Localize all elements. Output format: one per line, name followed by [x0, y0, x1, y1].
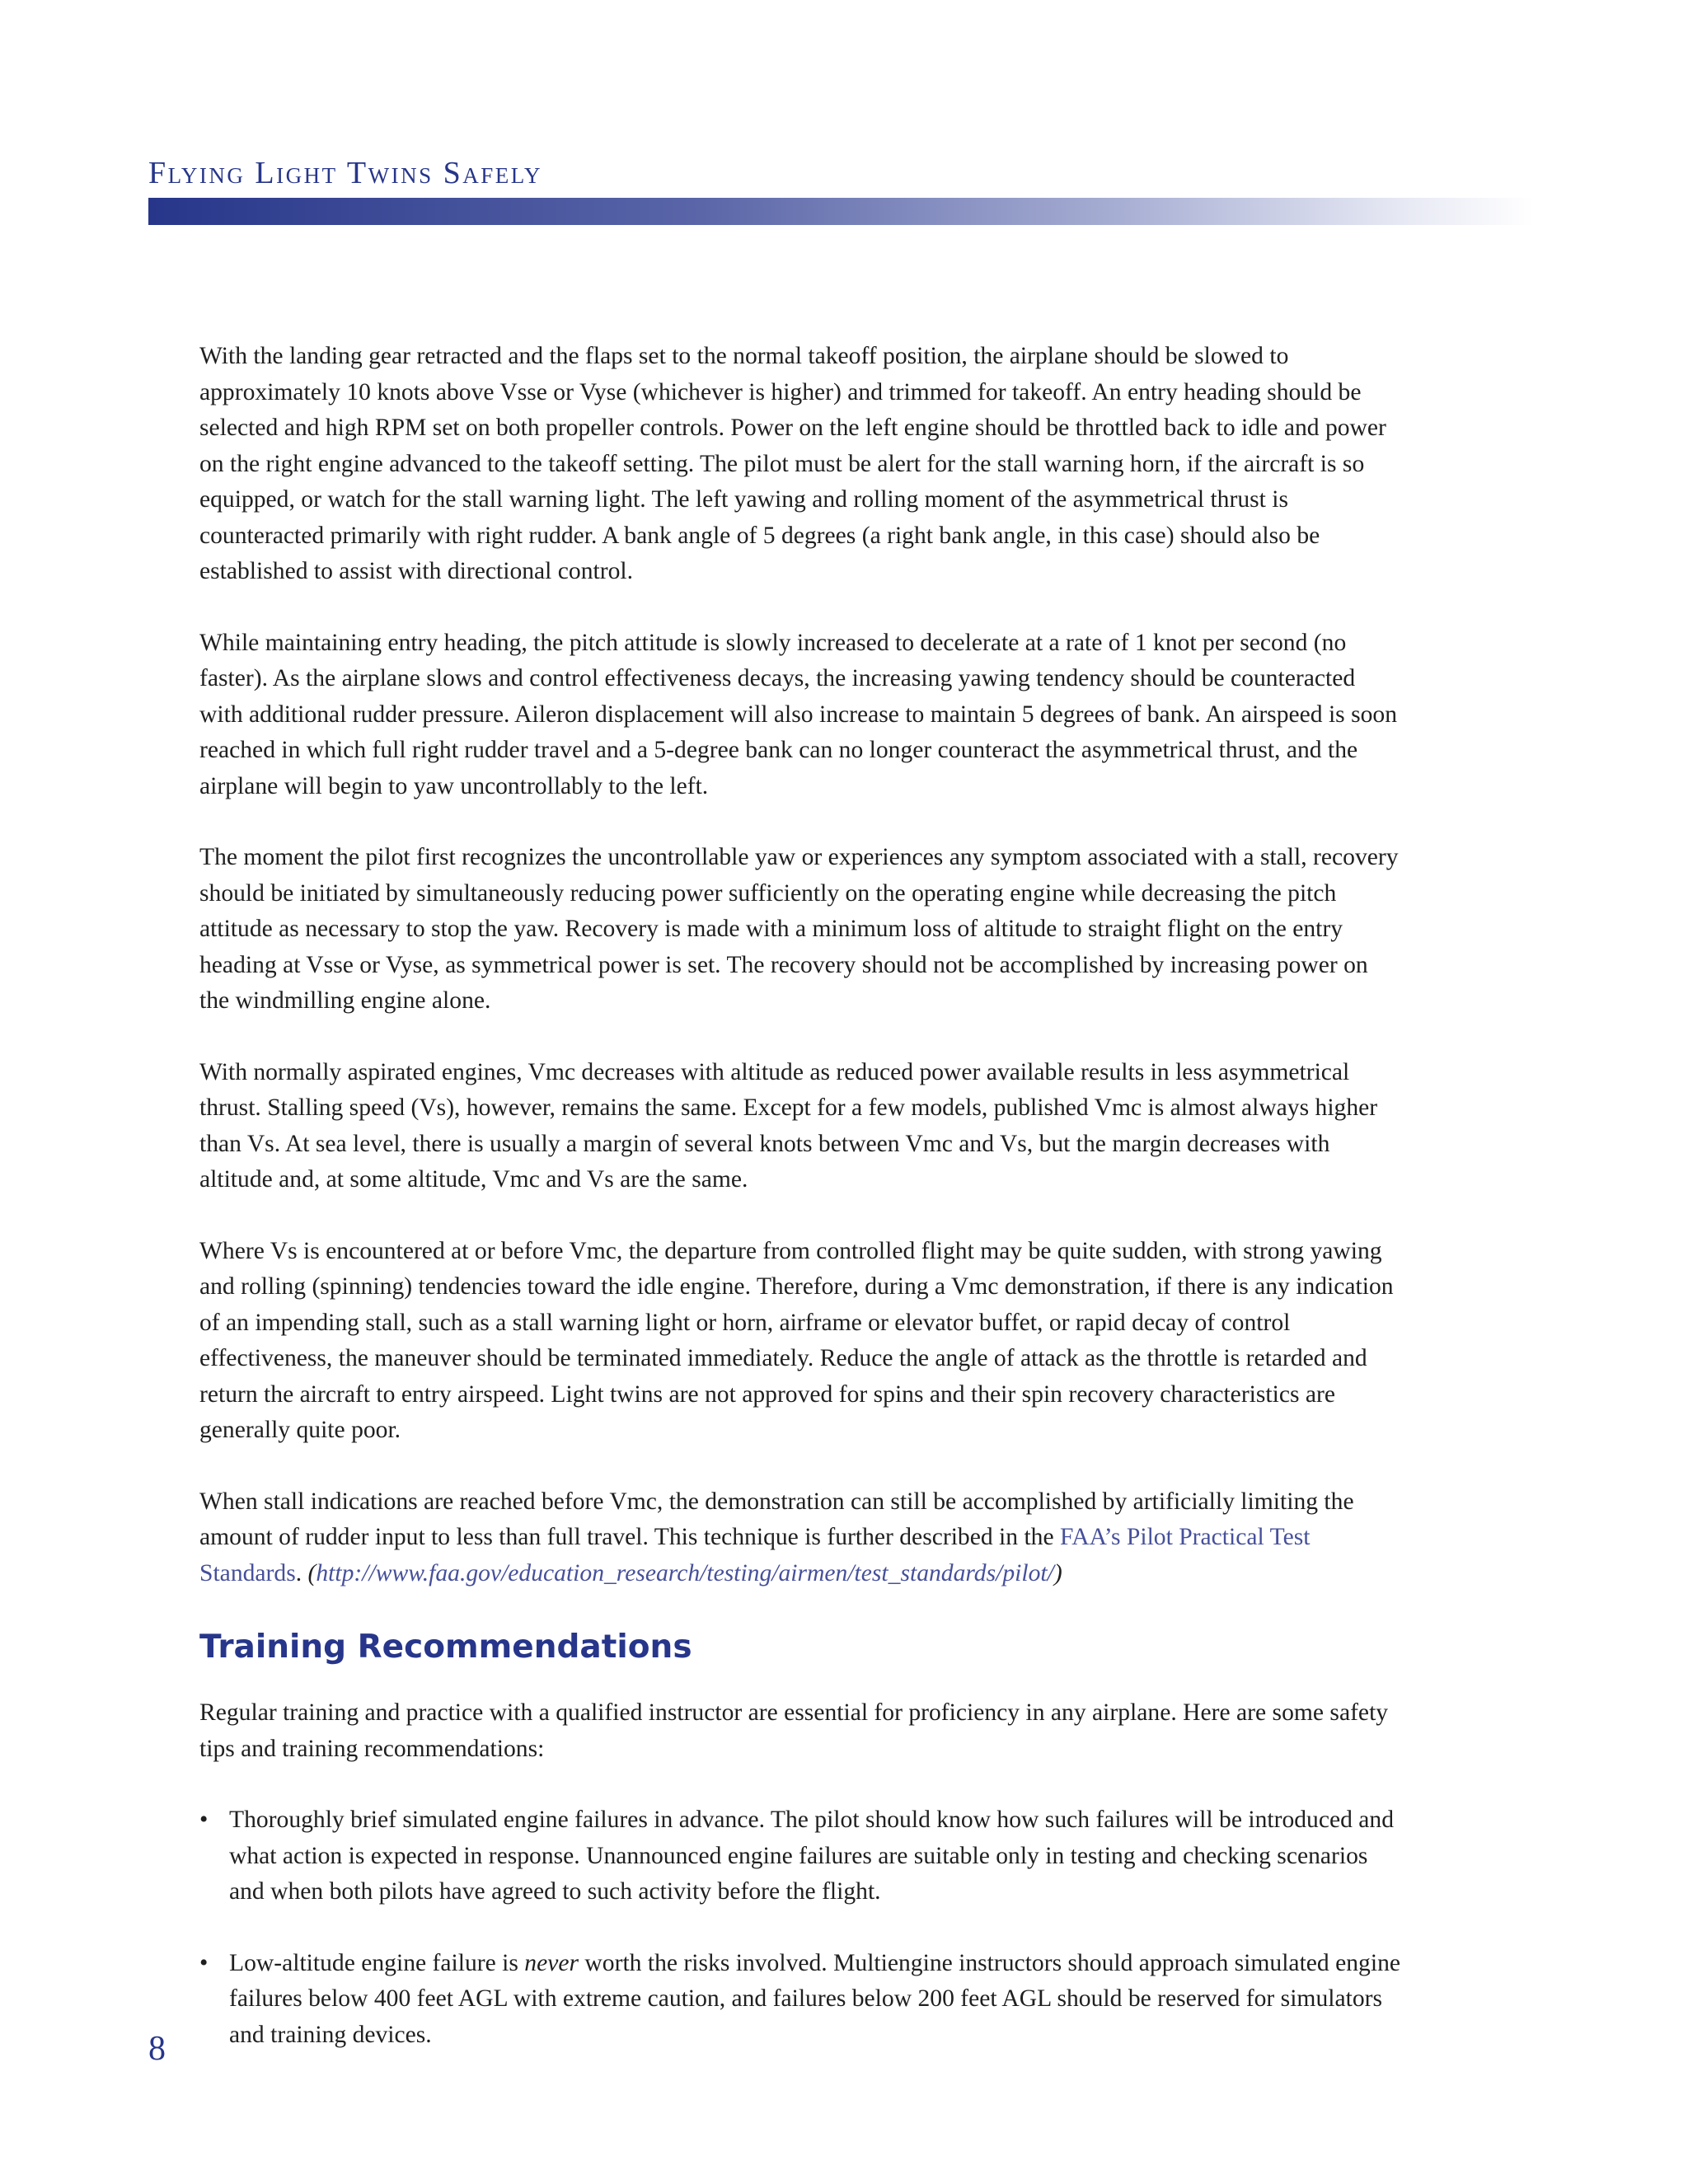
bullet-text-brief-failures: Thoroughly brief simulated engine failures in advance. The pilot should know how such failures will be introduced and what action is expected in response. Unannounced engine failures are suitable only in testing and checking scenarios and when both pilots have agreed to such activity before the flight.: [229, 1807, 1395, 1905]
list-item: [199, 1946, 1403, 2054]
paragraph-stall-before-vmc: Where Vs is encountered at or before Vmc, the departure from controlled flight may be quite sudden, with strong yawing and rolling (spinning) tendencies toward the idle engine. Therefore, during a Vmc demonstration, if there is any indication of an impending stall, such as a stall warning light or horn, airframe or elevator buffet, or rapid decay of control effectiveness, the maneuver should be terminated immediately. Reduce the angle of attack as the throttle is retarded and return the aircraft to entry airspeed. Light twins are not approved for spins and their spin recovery characteristics are generally quite poor.: [199, 1237, 1394, 1443]
bullet-text-low-altitude-before: Low-altitude engine failure is: [229, 1949, 525, 1976]
training-intro: Regular training and practice with a qualified instructor are essential for proficiency in any airplane. Here are some safety tips and training recommendations:: [199, 1699, 1389, 1762]
training-bullet-list: [199, 1802, 1403, 2053]
bullet-text-low-altitude-after: worth the risks involved. Multiengine instructors should approach simulated engine failures below 400 feet AGL with extreme caution, and failures below 200 feet AGL should be reserved for simulators and training devices.: [229, 1949, 1400, 2048]
page-body: [199, 339, 1403, 2088]
training-recommendations-heading: Training Recommendations: [199, 1629, 692, 1666]
url-paren-open: (: [307, 1559, 316, 1586]
page-number: 8: [148, 2030, 166, 2068]
bullet-icon: •: [199, 1807, 209, 1833]
list-item: [199, 1802, 1403, 1910]
paragraph-vmc-recovery: The moment the pilot first recognizes the uncontrollable yaw or experiences any symptom associated with a stall, recovery should be initiated by simultaneously reducing power sufficiently on the operating engine while decreasing the pitch attitude as necessary to stop the yaw. Recovery is made with a minimum loss of altitude to straight flight on the entry heading at Vsse or Vyse, as symmetrical power is set. The recovery should not be accomplished by increasing power on the windmilling engine alone.: [199, 844, 1399, 1014]
paragraph-vmc-deceleration: While maintaining entry heading, the pitch attitude is slowly increased to decelerate at a rate of 1 knot per second (no faster). As the airplane slows and control effectiveness decays, the increasing yawing tendency should be counteracted with additional rudder pressure. Aileron displacement will also increase to maintain 5 degrees of bank. An airspeed is soon reached in which full right rudder travel and a 5-degree bank can no longer counteract the asymmetrical thrust, and the airplane will begin to yaw uncontrollably to the left.: [199, 629, 1397, 799]
stall-text-after: .: [295, 1559, 308, 1586]
paragraph-aspirated-engines: With normally aspirated engines, Vmc decreases with altitude as reduced power available results in less asymmetrical thrust. Stalling speed (Vs), however, remains the same. Except for a few models, published Vmc is almost always higher than Vs. At sea level, there is usually a margin of several knots between Vmc and Vs, but the margin decreases with altitude and, at some altitude, Vmc and Vs are the same.: [199, 1058, 1378, 1193]
paragraph-vmc-setup: With the landing gear retracted and the flaps set to the normal takeoff position, the airplane should be slowed to approximately 10 knots above Vsse or Vyse (whichever is higher) and trimmed for takeoff. An entry heading should be selected and high RPM set on both propeller controls. Power on the left engine should be throttled back to idle and power on the right engine advanced to the takeoff setting. The pilot must be alert for the stall warning horn, if the aircraft is so equipped, or watch for the stall warning light. The left yawing and rolling moment of the asymmetrical thrust is counteracted primarily with right rudder. A bank angle of 5 degrees (a right bank angle, in this case) should also be established to assist with directional control.: [199, 343, 1386, 584]
bullet-text-emphasis: never: [524, 1949, 579, 1976]
url-paren-close: ): [1053, 1559, 1062, 1586]
paragraph-stall-indications: [199, 1484, 1403, 1592]
pts-url-link[interactable]: http://www.faa.gov/education_research/testing/airmen/test_standards/pilot/: [316, 1559, 1054, 1586]
header-gradient-bar: [148, 198, 1533, 225]
running-header-title: Flying Light Twins Safely: [148, 156, 543, 190]
pts-link[interactable]: FAA’s Pilot Practical Test Standards: [199, 1524, 1311, 1586]
stall-text-before: When stall indications are reached before Vmc, the demonstration can still be accomplished by artificially limiting the amount of rudder input to less than full travel. This technique is further described in the: [199, 1488, 1354, 1550]
bullet-icon: •: [199, 1949, 209, 1976]
